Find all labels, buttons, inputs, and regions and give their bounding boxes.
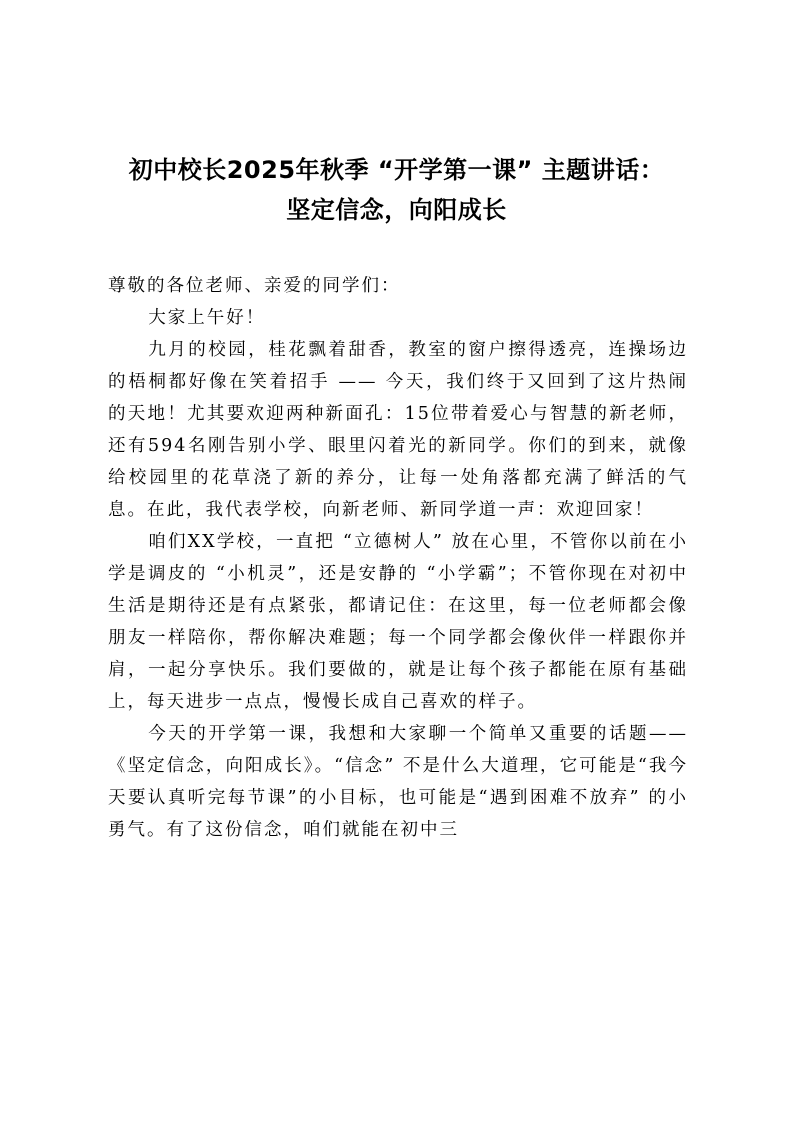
paragraph-welcome: 九月的校园，桂花飘着甜香，教室的窗户擦得透亮，连操场边的梧桐都好像在笑着招手 —— 今天，我们终于又回到了这片热闹的天地！尤其要欢迎两种新面孔：15位带着爱心与智慧的新老师，还有594名刚告别小学、眼里闪着光的新同学。你们的到来，就像给校园里的花草浇了新的养分，让每一处角落都充满了鲜活的气息。在此，我代表学校，向新老师、新同学道一声：欢迎回家！: [108, 340, 688, 520]
title-line-2: 坚定信念，向阳成长: [286, 196, 507, 224]
paragraph-greeting: 大家上午好！: [148, 308, 266, 328]
salutation: 尊敬的各位老师、亲爱的同学们：: [108, 276, 401, 296]
paragraph-school: 咱们XX学校，一直把 “立德树人” 放在心里，不管你以前在小学是调皮的 “小机灵”，还是安静的 “小学霸”；不管你现在对初中生活是期待还是有点紧张，都请记住：在这里，每一位老师都会像朋友一样陪你，帮你解决难题；每一个同学都会像伙伴一样跟你并肩，一起分享快乐。我们要做的，就是让每个孩子都能在原有基础上，每天进步一点点，慢慢长成自己喜欢的样子。: [108, 532, 688, 712]
document-title: [60, 150, 733, 230]
title-line-1: 初中校长2025年秋季 “开学第一课” 主题讲话：: [128, 156, 665, 184]
document-body: [108, 270, 688, 846]
paragraph-topic: 今天的开学第一课，我想和大家聊一个简单又重要的话题——《坚定信念，向阳成长》。“信念” 不是什么大道理，它可能是“我今天要认真听完每节课”的小目标，也可能是“遇到困难不放弃” 的小勇气。有了这份信念，咱们就能在初中三: [108, 724, 688, 840]
